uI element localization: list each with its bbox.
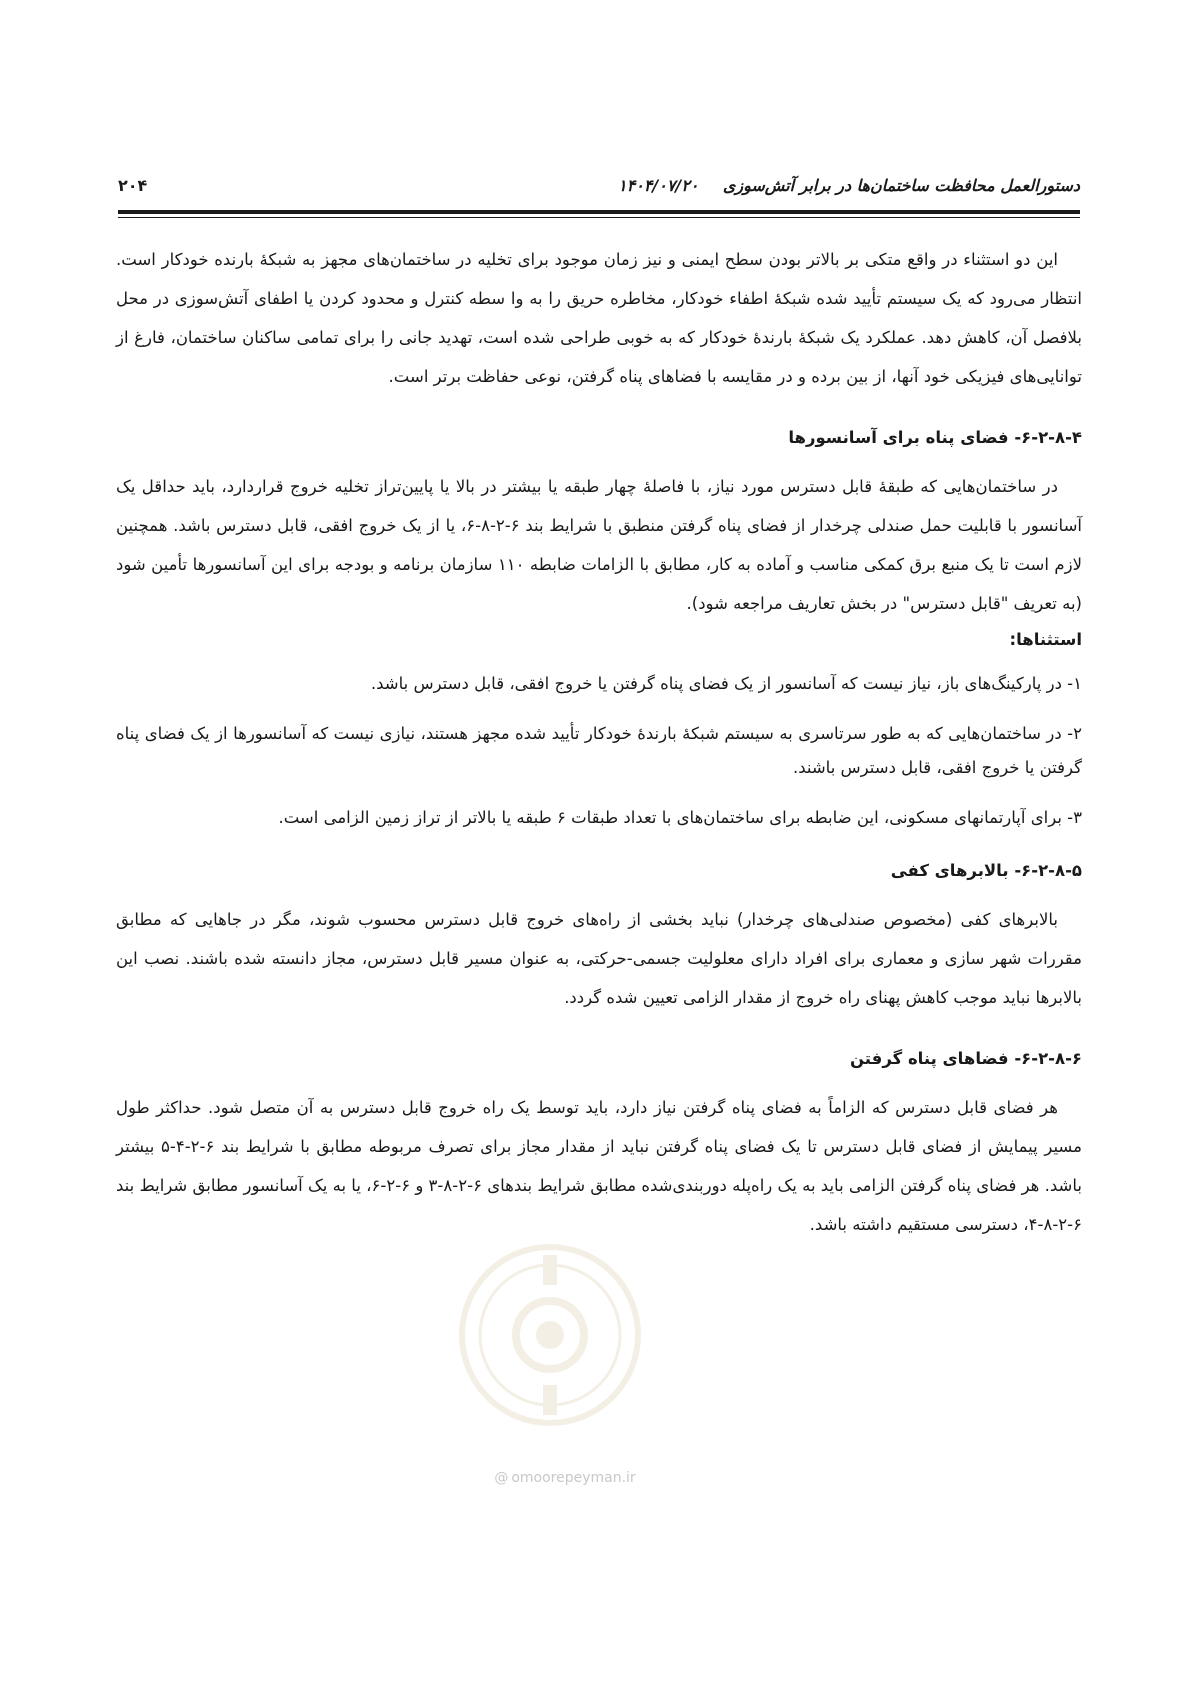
spacer (116, 657, 1082, 667)
spacer (116, 701, 1082, 717)
spacer (116, 785, 1082, 801)
section-heading-refuge-areas: ۶-۲-۸-۶- فضاهای پناه گرفتن (849, 1049, 1082, 1068)
spacer (116, 457, 1082, 467)
elevator-refuge-paragraph: در ساختمان‌هایی که طبقهٔ قابل دسترس مورد نیاز، با فاصلهٔ چهار طبقه یا بیشتر در بالا یا پایین‌تراز تخلیه خروج قراردارد، باید حداقل یک آسانسور با قابلیت حمل صندلی چرخدار از فضای پناه گرفتن منطبق با شرایط بند ۶-۲-۸-۶، یا از یک خروج افقی، قابل دسترس باشد. همچنین لازم است تا یک منبع برق کمکی مناسب و آماده به کار، مطابق با الزامات ضابطه ۱۱۰ سازمان برنامه و بودجه برای این آسانسورها تأمین شود (به تعریف "قابل دسترس" در بخش تعاریف مراجعه شود). (116, 477, 1082, 613)
section-heading-stairlifts: ۶-۲-۸-۵- بالابرهای کفی (890, 861, 1082, 880)
refuge-areas-paragraph: هر فضای قابل دسترس که الزاماً به فضای پناه گرفتن نیاز دارد، باید توسط یک راه خروج قابل دسترس به آن متصل شود. حداکثر طول مسیر پیمایش از فضای قابل دسترس تا یک فضای پناه گرفتن نباید از مقدار مجاز برای تصرف مربوطه مطابق با شرایط بند ۶-۲-۴-۵ بیشتر باشد. هر فضای پناه گرفتن الزامی باید به یک راه‌پله دوربندی‌شده مطابق شرایط بندهای ۶-۲-۸-۳ و ۶-۲-۶، یا به یک آسانسور مطابق شرایط بند ۶-۲-۸-۴، دسترسی مستقیم داشته باشد. (116, 1098, 1082, 1234)
site-watermark (475, 1470, 655, 1486)
exception-item: ۳- برای آپارتمانهای مسکونی، این ضابطه برای ساختمان‌های با تعداد طبقات ۶ طبقه یا بالاتر از تراز زمین الزامی است. (278, 808, 1082, 827)
document-body (116, 240, 1082, 1244)
section-heading-elevator-refuge: ۶-۲-۸-۴- فضای پناه برای آسانسورها (788, 428, 1082, 447)
page-number: ۲۰۴ (118, 176, 148, 195)
spacer (116, 835, 1082, 851)
seal-watermark (455, 1235, 645, 1435)
header-rule-thick (118, 210, 1080, 214)
spacer (116, 1078, 1082, 1088)
at-sign-icon: @ (494, 1470, 509, 1486)
spacer (116, 890, 1082, 900)
intro-paragraph: این دو استثناء در واقع متکی بر بالاتر بودن سطح ایمنی و نیز زمان موجود برای تخلیه در ساختمان‌های مجهز به شبکهٔ بارنده خودکار است. انتظار می‌رود که یک سیستم تأیید شده شبکهٔ اطفاء خودکار، مخاطره حریق را به وا سطه کنترل و محدود کردن یا اطفای آتش‌سوزی در محل بلافصل آن، کاهش دهد. عملکرد یک شبکهٔ بارندهٔ خودکار که به خوبی طراحی شده است، تهدید جانی را برای تمامی ساکنان ساختمان، فارغ از توانایی‌های فیزیکی خود آنها، از بین برده و در مقایسه با فضاهای پناه گرفتن، نوعی حفاظت برتر است. (116, 250, 1082, 386)
document-title: دستورالعمل محافظت ساختمان‌ها در برابر آتش‌سوزی (722, 176, 1080, 195)
spacer (116, 1017, 1082, 1039)
page-header (118, 176, 1080, 200)
exception-item: ۲- در ساختمان‌هایی که به طور سرتاسری به سیستم شبکهٔ بارندهٔ خودکار تأیید شده مجهز هستند، نیازی نیست که آسانسورها از یک فضای پناه گرفتن یا خروج افقی، قابل دسترس باشند. (116, 724, 1082, 777)
site-watermark-text: omoorepeyman.ir (511, 1470, 636, 1486)
spacer (116, 396, 1082, 418)
exceptions-title: استثناها: (1009, 630, 1082, 649)
header-date: ۱۴۰۴/۰۷/۲۰ (618, 176, 699, 195)
stairlifts-paragraph: بالابرهای کفی (مخصوص صندلی‌های چرخدار) نباید بخشی از راه‌های خروج قابل دسترس محسوب شوند، مگر در جاهایی که مطابق مقررات شهر سازی و معماری برای افراد دارای معلولیت جسمی-حرکتی، به عنوان مسیر قابل دسترس، مجاز دانسته شده باشند. نصب این بالابرها نباید موجب کاهش پهنای راه خروج از مقدار الزامی تعیین شده گردد. (116, 910, 1082, 1007)
exception-item: ۱- در پارکینگ‌های باز، نیاز نیست که آسانسور از یک فضای پناه گرفتن یا خروج افقی، قابل دسترس باشد. (370, 674, 1082, 693)
header-rule-thin (118, 217, 1080, 218)
